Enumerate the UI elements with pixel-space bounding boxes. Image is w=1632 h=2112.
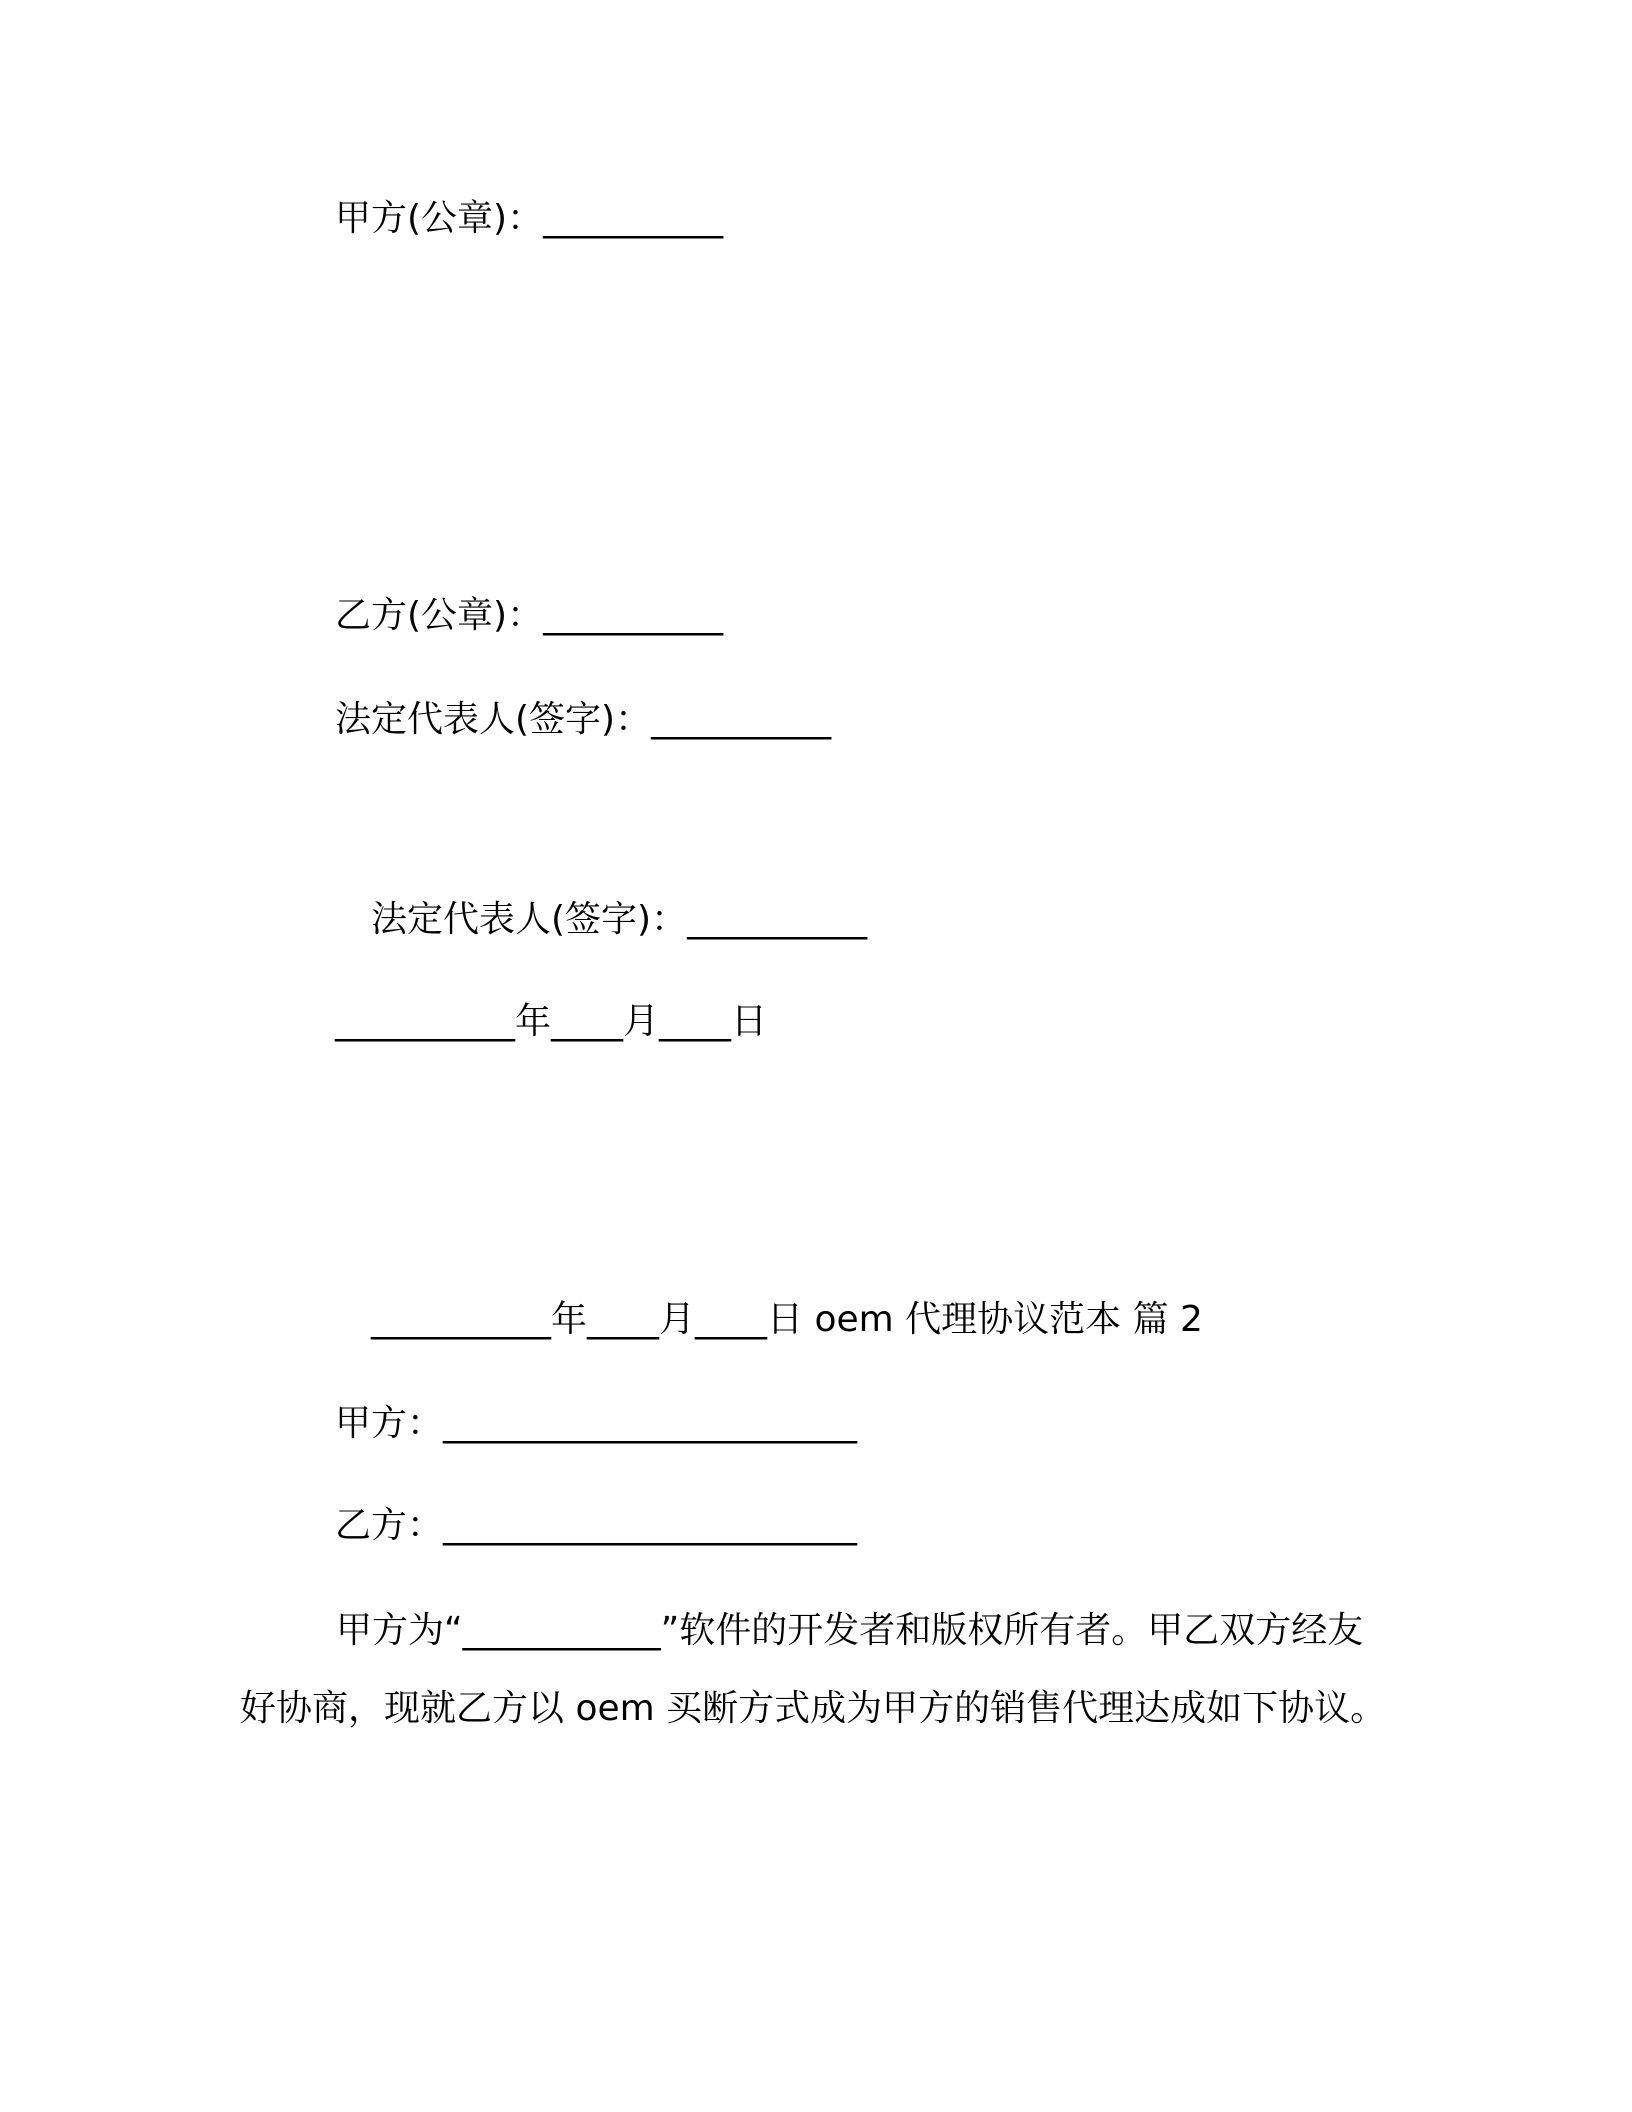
party-b-line: 乙方：_______________________ xyxy=(335,1505,858,1546)
party-a-line: 甲方：_______________________ xyxy=(335,1403,858,1444)
party-b-seal-line: 乙方(公章)：__________ xyxy=(335,595,724,636)
legal-representative-signature-line: 法定代表人(签字)：__________ xyxy=(335,699,832,740)
intro-paragraph: 甲方为“___________”软件的开发者和版权所有者。甲乙双方经友好协商，现就乙方以 oem 买断方式成为甲方的销售代理达成如下协议。 xyxy=(240,1610,1387,1729)
party-a-seal-line: 甲方(公章)：__________ xyxy=(335,198,724,239)
legal-representative-signature-line-2: 法定代表人(签字)：__________ xyxy=(371,899,868,940)
date-line: __________年____月____日 xyxy=(335,1001,767,1042)
section-heading: __________年____月____日 oem 代理协议范本 篇 2 xyxy=(371,1299,1203,1340)
